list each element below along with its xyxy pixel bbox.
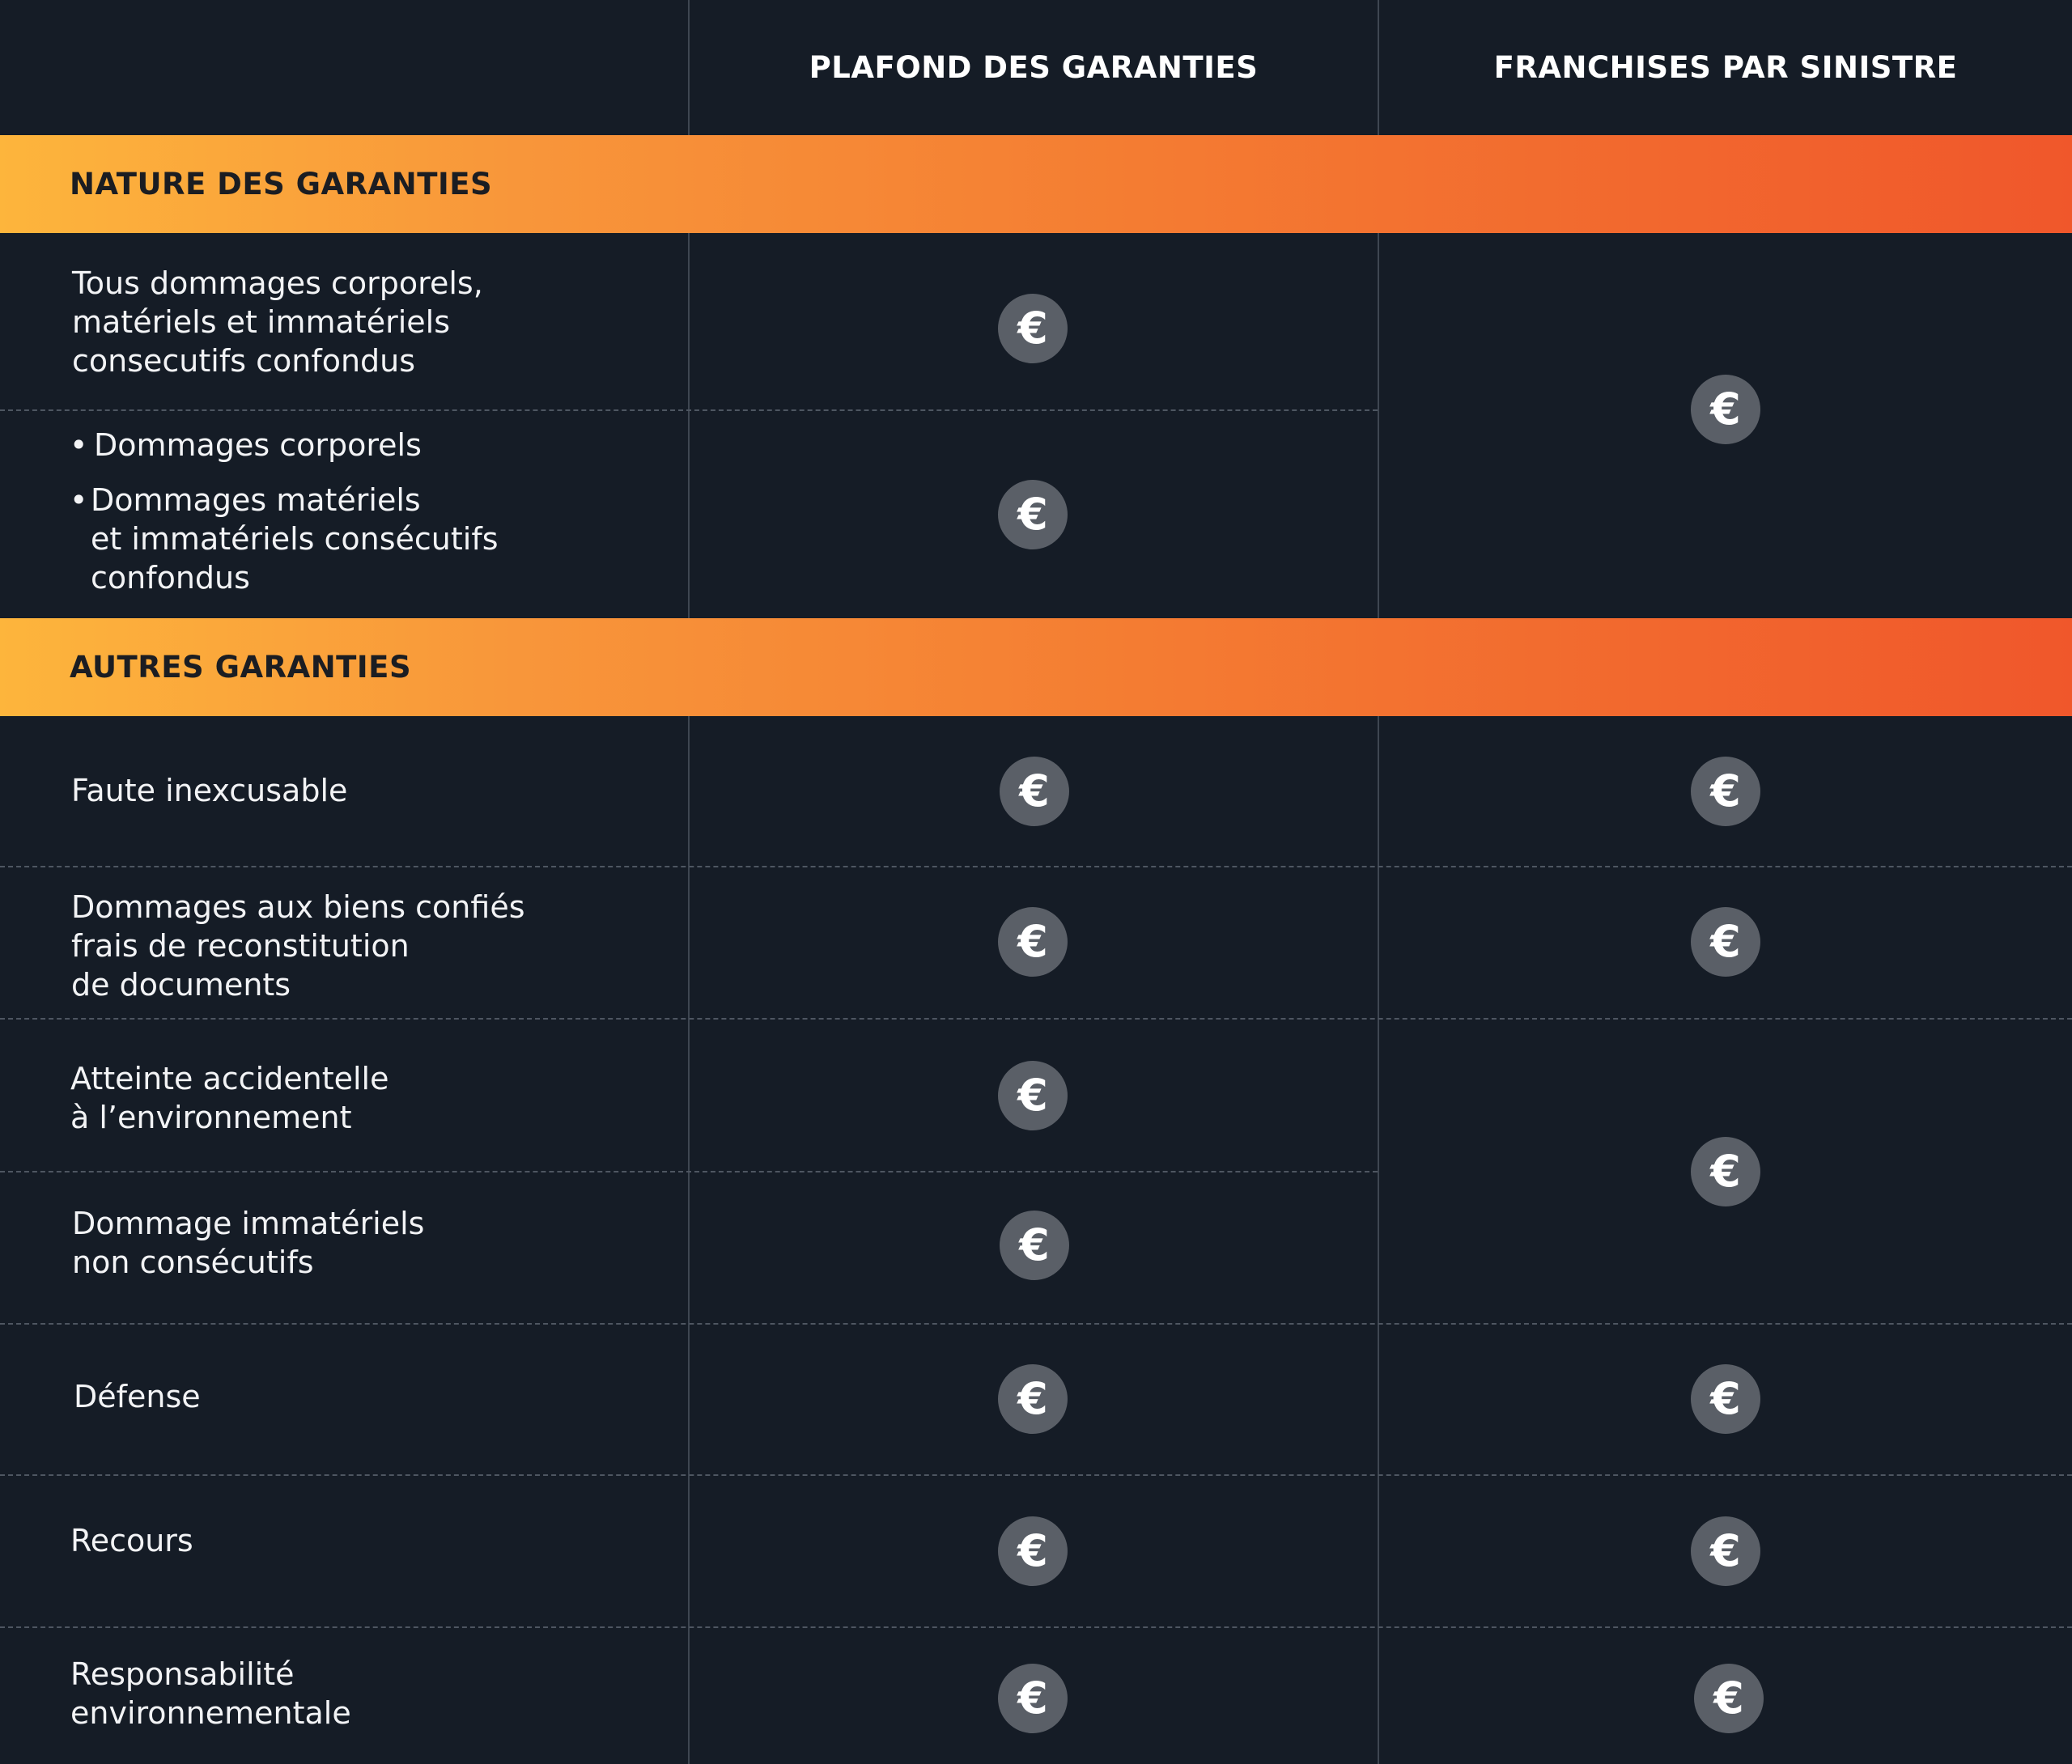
row-divider: [0, 1323, 2072, 1325]
euro-icon: €: [1691, 757, 1760, 826]
column-divider: [688, 0, 690, 1764]
section-band-nature: [0, 135, 2072, 233]
euro-icon: €: [998, 1516, 1068, 1586]
column-divider: [1378, 0, 1379, 1764]
euro-icon: €: [998, 907, 1068, 977]
row-label: Faute inexcusable: [71, 773, 348, 808]
row-label: Dommage immatériels non consécutifs: [72, 1206, 425, 1280]
euro-icon: €: [1694, 1664, 1764, 1733]
euro-icon: €: [1691, 907, 1760, 977]
column-header-plafond: PLAFOND DES GARANTIES: [809, 50, 1259, 85]
bullet-item: • Dommages corporels: [70, 427, 422, 463]
euro-icon: €: [998, 480, 1068, 549]
row-divider: [0, 866, 2072, 867]
row-label: Recours: [70, 1523, 193, 1558]
euro-icon: €: [1691, 375, 1760, 444]
row-label: Responsabilité environnementale: [70, 1656, 351, 1731]
column-header-franchises: FRANCHISES PAR SINISTRE: [1493, 50, 1958, 85]
row-divider: [0, 1626, 2072, 1628]
row-label: Dommages aux biens confiés frais de reconstitution de documents: [71, 889, 525, 1003]
euro-icon: €: [1691, 1364, 1760, 1434]
row-divider: [0, 1018, 2072, 1020]
section-band-autres: [0, 618, 2072, 716]
euro-icon: €: [1000, 757, 1069, 826]
row-divider: [0, 1171, 1378, 1172]
row-label: Tous dommages corporels, matériels et immatériels consecutifs confondus: [72, 265, 483, 379]
row-label: Défense: [74, 1379, 201, 1414]
euro-icon: €: [1691, 1137, 1760, 1206]
row-divider: [0, 409, 1378, 411]
euro-icon: €: [998, 1364, 1068, 1434]
euro-icon: €: [1000, 1211, 1069, 1280]
section-title: AUTRES GARANTIES: [70, 650, 412, 685]
bullet-item: •Dommages matériels et immatériels consécutifs confondus: [70, 482, 499, 596]
section-title: NATURE DES GARANTIES: [70, 167, 493, 201]
euro-icon: €: [998, 1061, 1068, 1130]
euro-icon: €: [998, 1664, 1068, 1733]
row-label: Atteinte accidentelle à l’environnement: [70, 1061, 389, 1135]
euro-icon: €: [1691, 1516, 1760, 1586]
row-divider: [0, 1474, 2072, 1476]
euro-icon: €: [998, 294, 1068, 363]
